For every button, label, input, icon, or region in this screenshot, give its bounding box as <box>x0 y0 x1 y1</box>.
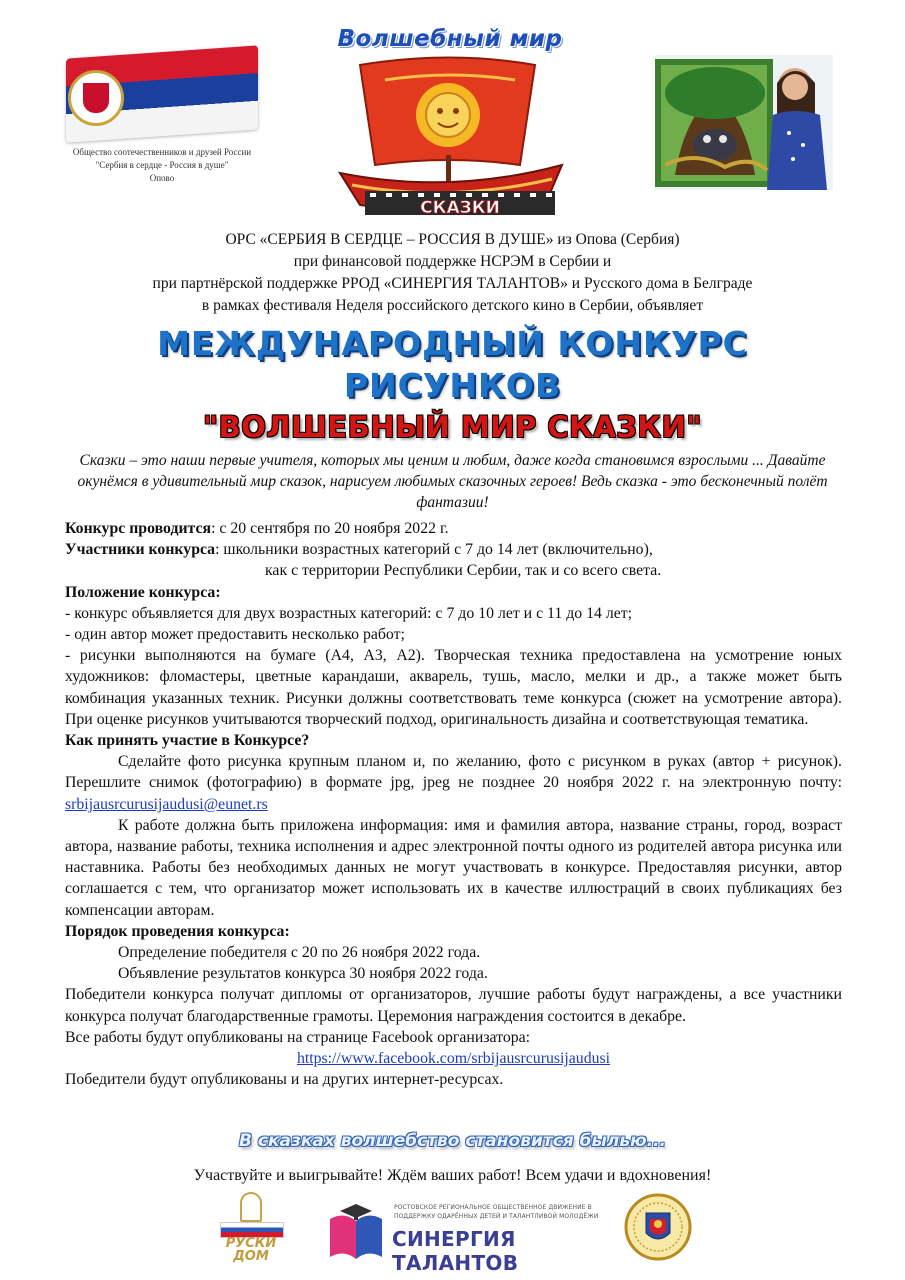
participants-continuation: как с территории Республики Сербии, так и со всего света. <box>265 562 662 580</box>
email-link[interactable]: srbijausrcurusijaudusi@eunet.rs <box>65 795 268 813</box>
order-item: Объявление результатов конкурса 30 ноября 2022 года. <box>118 965 488 983</box>
announcement-lines <box>60 229 845 317</box>
sinergia-name: СИНЕРГИЯ ТАЛАНТОВ <box>392 1227 519 1275</box>
org-logo <box>66 52 258 202</box>
rule-item: - конкурс объявляется для двух возрастных категорий: с 7 до 10 лет и с 11 до 14 лет; <box>65 604 633 622</box>
slogan: В сказках волшебство становится былью... <box>239 1131 666 1151</box>
other-resources-line: Победители будут опубликованы и на других интернет-ресурсах. <box>65 1071 504 1089</box>
participants-line: Участники конкурса: школьники возрастных категорий с 7 до 14 лет (включительно), <box>65 541 653 559</box>
dome-icon <box>240 1192 262 1222</box>
facebook-link-line <box>65 1048 842 1069</box>
announcement-line: ОРС «СЕРБИЯ В СЕРДЦЕ – РОССИЯ В ДУШЕ» из Опова (Сербия) <box>225 231 680 248</box>
announcement-line: при партнёрской поддержке РРОД «СИНЕРГИЯ ТАЛАНТОВ» и Русского дома в Белграде <box>152 275 753 292</box>
contest-title: МЕЖДУНАРОДНЫЙ КОНКУРС РИСУНКОВ <box>157 324 748 405</box>
order-item: Определение победителя с 20 по 26 ноября 2022 года. <box>118 944 481 962</box>
intro-text: Сказки – это наши первые учителя, которых мы ценим и любим, даже когда становимся взрослыми ... Давайте окунёмся в удивительный мир сказок, нарисуем любимых сказочных героев! Ведь сказка - это бесконечный полёт фантазии! <box>77 452 828 511</box>
howto-paragraph: Сделайте фото рисунка крупным планом и, по желанию, фото с рисунком в руках (автор + рисунок). Перешлите снимок (фотографию) в формате jpg, jpeg не позднее 20 ноября 2022 г. на электронную почту: srbijausrcurusijaudusi@eunet.rs <box>65 753 842 813</box>
rules-heading: Положение конкурса: <box>65 583 221 601</box>
info-paragraph: К работе должна быть приложена информация: имя и фамилия автора, название страны, город, возраст автора, название работы, техника исполнения и адрес электронной почты одного из родителей автора рисунка или наставника. Работы без необходимых данных не могут участвовать в конкурсе. Предоставляя рисунки, автор соглашается с тем, что организатор может использовать их в качестве иллюстраций в своих публикациях без компенсации авторам. <box>65 816 842 919</box>
dates-line: Конкурс проводится: с 20 сентября по 20 ноября 2022 г. <box>65 520 449 537</box>
sinergia-description: РОСТОВСКОЕ РЕГИОНАЛЬНОЕ ОБЩЕСТВЕННОЕ ДВИЖЕНИЕ В ПОДДЕРЖКУ ОДАРЁННЫХ ДЕТЕЙ И ТАЛАНТЛИВОЙ МОЛОДЁЖИ <box>394 1204 599 1220</box>
sinergia-logo <box>326 1195 602 1275</box>
festival-logo-word: СКАЗКИ <box>420 198 500 218</box>
ruski-dom-logo <box>218 1192 284 1264</box>
contest-body <box>65 518 842 1090</box>
rule-item: - рисунки выполняются на бумаге (А4, А3, А2). Творческая техника предоставлена на усмотрение юных художников: фломастеры, цветные карандаши, акварель, тушь, масло, мелки и др., а также может быть комбинация указанных техник. Рисунки должны соответствовать теме конкурса (сюжет на усмотрение автора). При оценке рисунков учитываются творческий подход, оригинальность дизайна и соответствующая тематика. <box>65 647 842 728</box>
howto-heading: Как принять участие в Конкурсе? <box>65 732 310 750</box>
announcement-line: при финансовой поддержке НСРЭМ в Сербии и <box>293 253 612 270</box>
order-heading: Порядок проведения конкурса: <box>65 922 290 940</box>
open-book-icon <box>326 1201 386 1261</box>
winners-paragraph: Победители конкурса получат дипломы от организаторов, лучшие работы будут награждены, а все участники конкурса получат благодарственные грамоты. Церемония награждения состоится в декабре. <box>65 986 842 1025</box>
org-logo-caption: Общество соотечественников и друзей России "Сербия в сердце - Россия в душе" Опово <box>72 147 252 183</box>
contest-subtitle: "ВОЛШЕБНЫЙ МИР СКАЗКИ" <box>203 410 702 444</box>
sun-icon <box>416 83 480 147</box>
ruski-dom-label: РУСКИ ДОМ <box>225 1236 277 1264</box>
girl-with-painting-photo <box>655 55 833 190</box>
festival-logo-title: Волшебный мир <box>337 26 563 52</box>
coat-of-arms-icon <box>68 70 124 126</box>
emblem-seal-icon <box>624 1193 692 1261</box>
rule-item: - один автор может предоставить несколько работ; <box>65 626 405 644</box>
festival-ship-logo <box>330 55 570 220</box>
facebook-link[interactable]: https://www.facebook.com/srbijausrcurusijaudusi <box>296 1050 611 1068</box>
facebook-line: Все работы будут опубликованы на странице Facebook организатора: <box>65 1028 531 1046</box>
announcement-line: в рамках фестиваля Неделя российского детского кино в Сербии, объявляет <box>201 297 704 314</box>
closing-line: Участвуйте и выигрывайте! Ждём ваших работ! Всем удачи и вдохновения! <box>193 1167 712 1184</box>
